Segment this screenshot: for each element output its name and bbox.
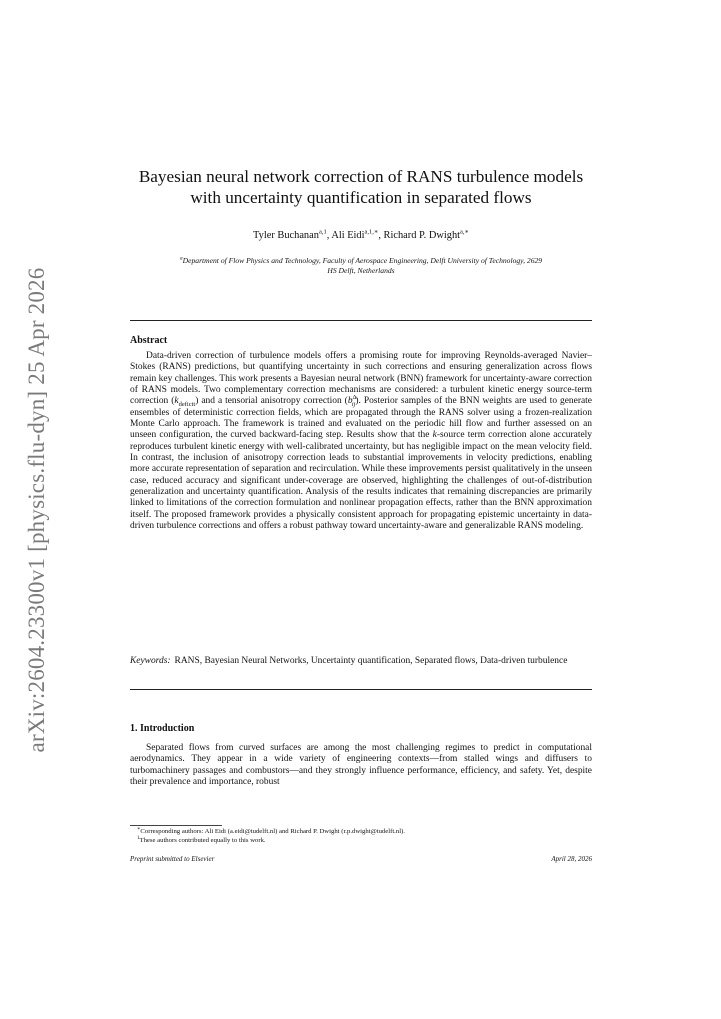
k-subscript: deficit: [178, 401, 196, 409]
paper-title: [130, 166, 592, 208]
author-name: Tyler Buchanan: [253, 230, 319, 241]
abstract-top-rule: [130, 320, 592, 321]
author-name: Richard P. Dwight: [383, 230, 461, 241]
footnote-text: These authors contributed equally to this work.: [139, 836, 266, 844]
abstract-text: [130, 351, 592, 533]
k-symbol: k: [432, 430, 437, 441]
author-marks: a,1,∗: [364, 228, 379, 236]
author-name: Ali Eidi: [331, 230, 365, 241]
k-symbol: k: [174, 396, 179, 407]
footnote-mark: 1: [137, 835, 140, 841]
abstract-part: ) and a tensorial anisotropy correction (: [195, 396, 348, 407]
footnote-text: Corresponding authors: Ali Eidi (a.eidi@tudelft.nl) and Richard P. Dwight (r.p.dwight@tudelft.nl).: [140, 828, 405, 835]
b-subscript: ij: [351, 401, 356, 409]
footnotes: [130, 828, 592, 845]
footnote-equal: [130, 837, 592, 846]
section-heading-introduction: 1. Introduction: [130, 723, 195, 734]
affiliation-line-2: HS Delft, Netherlands: [327, 266, 395, 275]
footnote-mark: ∗: [137, 826, 141, 832]
affiliation: [130, 256, 592, 276]
arxiv-identifier: arXiv:2604.23300v1 [physics.flu-dyn] 25 Apr 2026: [24, 267, 49, 753]
title-line-1: Bayesian neural network correction of RANS turbulence models: [138, 167, 584, 186]
abstract-bottom-rule: [130, 689, 592, 690]
preprint-footer: [130, 855, 592, 863]
abstract-heading: Abstract: [130, 335, 168, 346]
keywords-label: Keywords:: [130, 656, 171, 666]
affiliation-mark: a: [179, 255, 183, 262]
abstract-part: Data-driven correction of turbulence models offers a promising route for improving Reynolds-averaged Navier–Stokes (RANS) predictions, but quantifying uncertainty in such corrections and ensuring generalization across flows remain key challenges. This work presents a Bayesian neural network (BNN) framework for uncertainty-aware correction of RANS models. Two complementary correction mechanisms are considered: a turbulent kinetic energy source-term correction (: [130, 351, 592, 407]
keywords: [130, 656, 592, 668]
title-line-2: with uncertainty quantification in separated flows: [190, 188, 532, 207]
author-marks: a,∗: [460, 228, 469, 236]
author-list: Tyler Buchanan$^{a,1}$, Ali Eidi$^{a,1,∗}$, Richard P. Dwight$^{a,∗}$: [253, 228, 469, 241]
arxiv-sidebar: [21, 250, 53, 770]
footnote-corresponding: [130, 828, 592, 837]
abstract-part: -source term correction alone accurately reproduces turbulent kinetic energy with well-calibrated uncertainty, but has negligible impact on the mean velocity field. In contrast, the inclusion of anisotropy correction leads to substantial improvements in velocity predictions, enabling more accurate representation of separation and recirculation. While these improvements persist qualitatively in the unseen case, reduced accuracy and significant under-coverage are observed, highlighting the challenges of out-of-distribution generalization and uncertainty quantification. Analysis of the results indicates that remaining discrepancies are primarily linked to limitations of the correction formulation and nonlinear propagation effects, rather than the BNN approximation itself. The proposed framework provides a physically consistent approach for propagating epistemic uncertainty in data-driven turbulence corrections and offers a robust pathway toward uncertainty-aware and generalizable RANS modeling.: [130, 430, 592, 532]
introduction-text: Separated flows from curved surfaces are among the most challenging regimes to predict in computational aerodynamics. They appear in a wide variety of engineering contexts—from stalled wings and diffusers to turbomachinery passages and combustors—and they strongly influence performance, efficiency, and safety. Yet, despite their prevalence and importance, robust: [130, 743, 592, 788]
preprint-note: Preprint submitted to Elsevier: [130, 855, 215, 863]
affiliation-line-1: Department of Flow Physics and Technology, Faculty of Aerospace Engineering, Delft University of Technology, 2629: [182, 256, 543, 265]
footnote-rule: [130, 825, 222, 826]
preprint-date: April 28, 2026: [551, 855, 592, 863]
b-superscript: Δ: [352, 394, 357, 402]
author-marks: a,1: [318, 228, 327, 236]
keywords-text: RANS, Bayesian Neural Networks, Uncertainty quantification, Separated flows, Data-driven turbulence: [174, 656, 568, 666]
abstract-part: ). Posterior samples of the BNN weights are used to generate ensembles of deterministic correction fields, which are propagated through the RANS solver using a frozen-realization Monte Carlo approach. The framework is trained and evaluated on the periodic hill flow and further assessed on an unseen configuration, the curved backward-facing step. Results show that the: [130, 396, 592, 441]
b-symbol: b: [347, 396, 353, 407]
